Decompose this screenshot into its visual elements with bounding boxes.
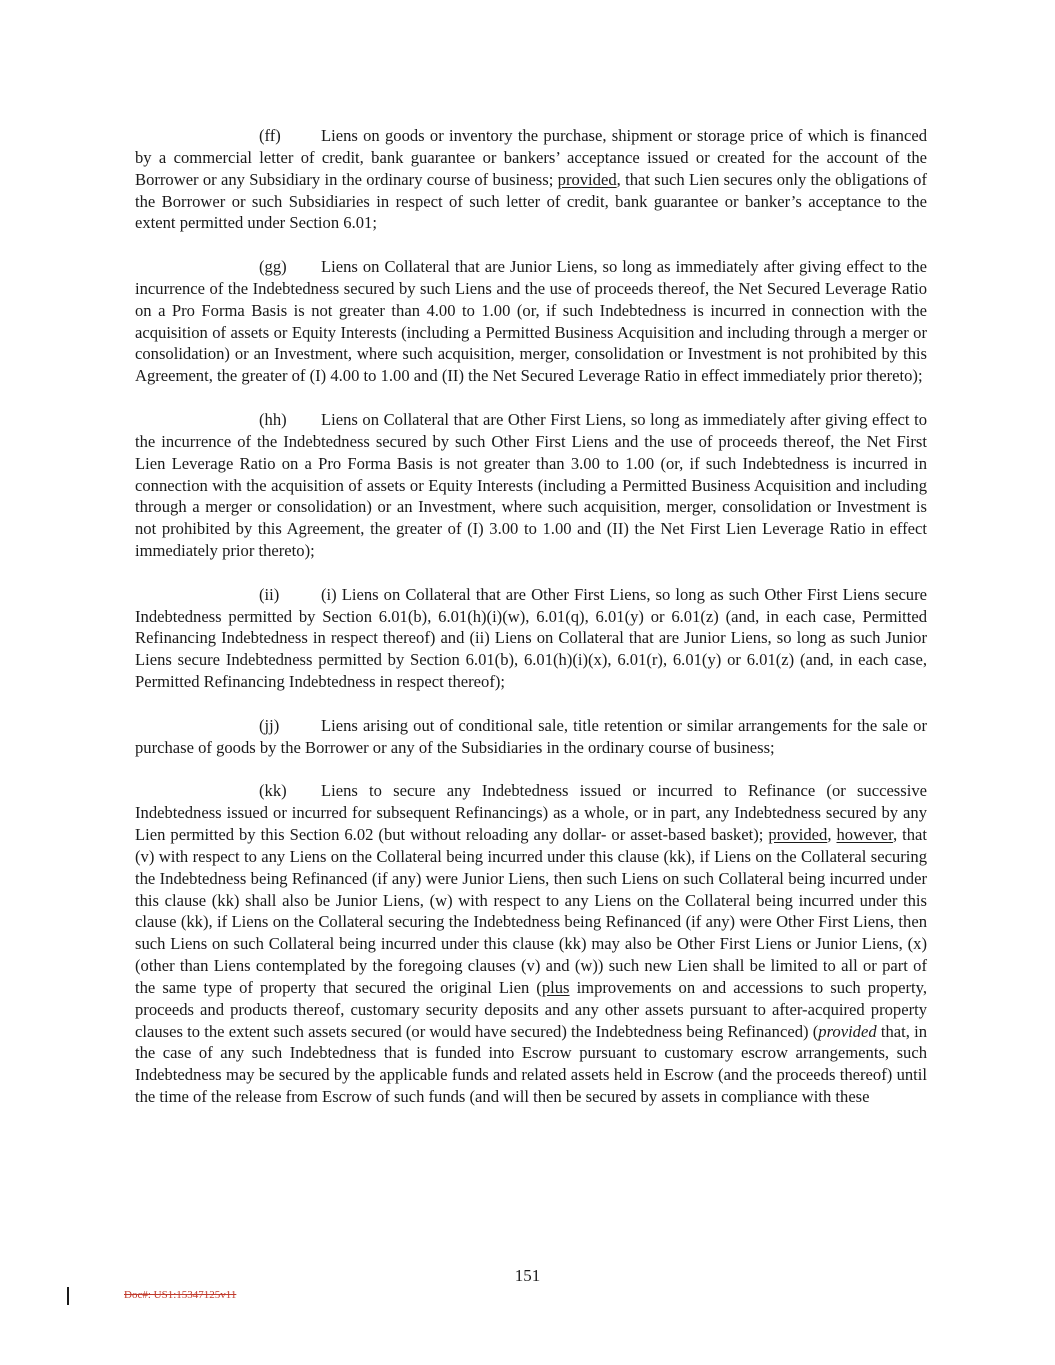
clause-text: , xyxy=(827,825,837,844)
clause-text: Liens arising out of conditional sale, title retention or similar arrangements for the sale or purchase of goods by the Borrower or any of the Subsidiaries in the ordinary course of business; xyxy=(135,715,927,757)
clause-label: (kk) xyxy=(259,781,287,801)
clause-label: (gg) xyxy=(259,257,287,277)
clause-gg xyxy=(135,256,927,387)
body-text xyxy=(135,125,927,1130)
clause-text: , that (v) with respect to any Liens on the Collateral being incurred under this clause (kk), if Liens on the Collateral securing the Indebtedness being Refinanced (if any) were Junior Liens, then such Liens on such Collateral being incurred under this clause (kk) shall also be Junior Liens, (w) with respect to any Liens on the Collateral being incurred under this clause (kk), if Liens on the Collateral securing the Indebtedness being Refinanced (if any) were Other First Liens, then such Liens on such Collateral being incurred under this clause (kk) may also be Other First Liens or Junior Liens, (x) (other than Liens contemplated by the foregoing clauses (v) and (w)) such new Lien shall be limited to all or part of the same type of property that secured the original Lien ( xyxy=(135,825,928,997)
clause-text: that, in the case of any such Indebtedness that is funded into Escrow pursuant to customary escrow arrangements, such Indebtedness may be secured by the applicable funds and related assets held in Escrow (and the proceeds thereof) until the time of the release from Escrow of such funds (and will then be secured by assets in compliance with these xyxy=(135,1021,927,1107)
underlined-term: provided xyxy=(768,825,828,844)
clause-text: Liens on Collateral that are Junior Liens, so long as immediately after giving effect to the incurrence of the Indebtedness secured by such Liens and the use of proceeds thereof, the Net Secured Leverage Ratio on a Pro Forma Basis is not greater than 4.00 to 1.00 (or, if such Indebtedness is incurred in connection with the acquisition of assets or Equity Interests (including a Permitted Business Acquisition and including through a merger or consolidation) or an Investment, where such acquisition, merger, consolidation or Investment is not prohibited by this Agreement, the greater of (I) 4.00 to 1.00 and (II) the Net Secured Leverage Ratio in effect immediately prior thereto); xyxy=(135,257,927,386)
underlined-term: plus xyxy=(541,977,570,997)
clause-label: (jj) xyxy=(259,715,280,735)
clause-text: Liens to secure any Indebtedness issued or incurred to Refinance (or successive Indebtedness issued or incurred for subsequent Refinancings) as a whole, or in part, any Indebtedness secured by any Lien permitted by this Section 6.02 (but without reloading any dollar- or asset-based basket); xyxy=(135,781,927,844)
underlined-term: provided xyxy=(557,169,617,189)
clause-text: Liens on goods or inventory the purchase, shipment or storage price of which is financed by a commercial letter of credit, bank guarantee or bankers’ acceptance issued or created for the account of the Borrower or any Subsidiary in the ordinary course of business; xyxy=(135,126,927,189)
clause-jj xyxy=(135,715,927,759)
clause-hh xyxy=(135,409,927,562)
clause-text: (i) Liens on Collateral that are Other First Liens, so long as such Other First Liens secure Indebtedness permitted by Section 6.01(b), 6.01(h)(i)(w), 6.01(q), 6.01(y) or 6.01(z) (and, in each case, Permitted Refinancing Indebtedness in respect thereof) and (ii) Liens on Collateral that are Junior Liens, so long as such Junior Liens secure Indebtedness permitted by Section 6.01(b), 6.01(h)(i)(x), 6.01(r), 6.01(y) or 6.01(z) (and, in each case, Permitted Refinancing Indebtedness in respect thereof); xyxy=(135,584,927,692)
clause-text: , that such Lien secures only the obligations of the Borrower or such Subsidiaries in respect of such letter of credit, bank guarantee or banker’s acceptance to the extent permitted under Section 6.01; xyxy=(135,169,927,233)
clause-text: Liens on Collateral that are Other First Liens, so long as immediately after giving effect to the incurrence of the Indebtedness secured by such Other First Liens and the use of proceeds thereof, the Net First Lien Leverage Ratio on a Pro Forma Basis is not greater than 3.00 to 1.00 (or, if such Indebtedness is incurred in connection with the acquisition of assets or Equity Interests (including a Permitted Business Acquisition and including through a merger or consolidation) or an Investment, where such acquisition, merger, consolidation or Investment is not prohibited by this Agreement, the greater of (I) 3.00 to 1.00 and (II) the Net First Lien Leverage Ratio in effect immediately prior thereto); xyxy=(135,409,927,561)
clause-label: (ii) xyxy=(259,584,280,604)
clause-text: improvements on and accessions to such property, proceeds and products thereof, customary security deposits and any other assets pursuant to after-acquired property clauses to the extent such assets secured (or would have secured) the Indebtedness being Refinanced) ( xyxy=(135,977,927,1041)
underlined-term: however xyxy=(836,825,893,844)
clause-kk xyxy=(135,780,927,1108)
clause-label: (ff) xyxy=(259,126,281,145)
change-bar xyxy=(67,1287,69,1305)
clause-label: (hh) xyxy=(259,409,287,429)
clause-ii xyxy=(135,584,927,693)
italic-term: provided xyxy=(818,1021,877,1041)
clause-ff xyxy=(135,125,927,234)
document-id: Doc#: US1:15347125v11 xyxy=(124,1289,237,1301)
page-number: 151 xyxy=(514,1266,541,1285)
